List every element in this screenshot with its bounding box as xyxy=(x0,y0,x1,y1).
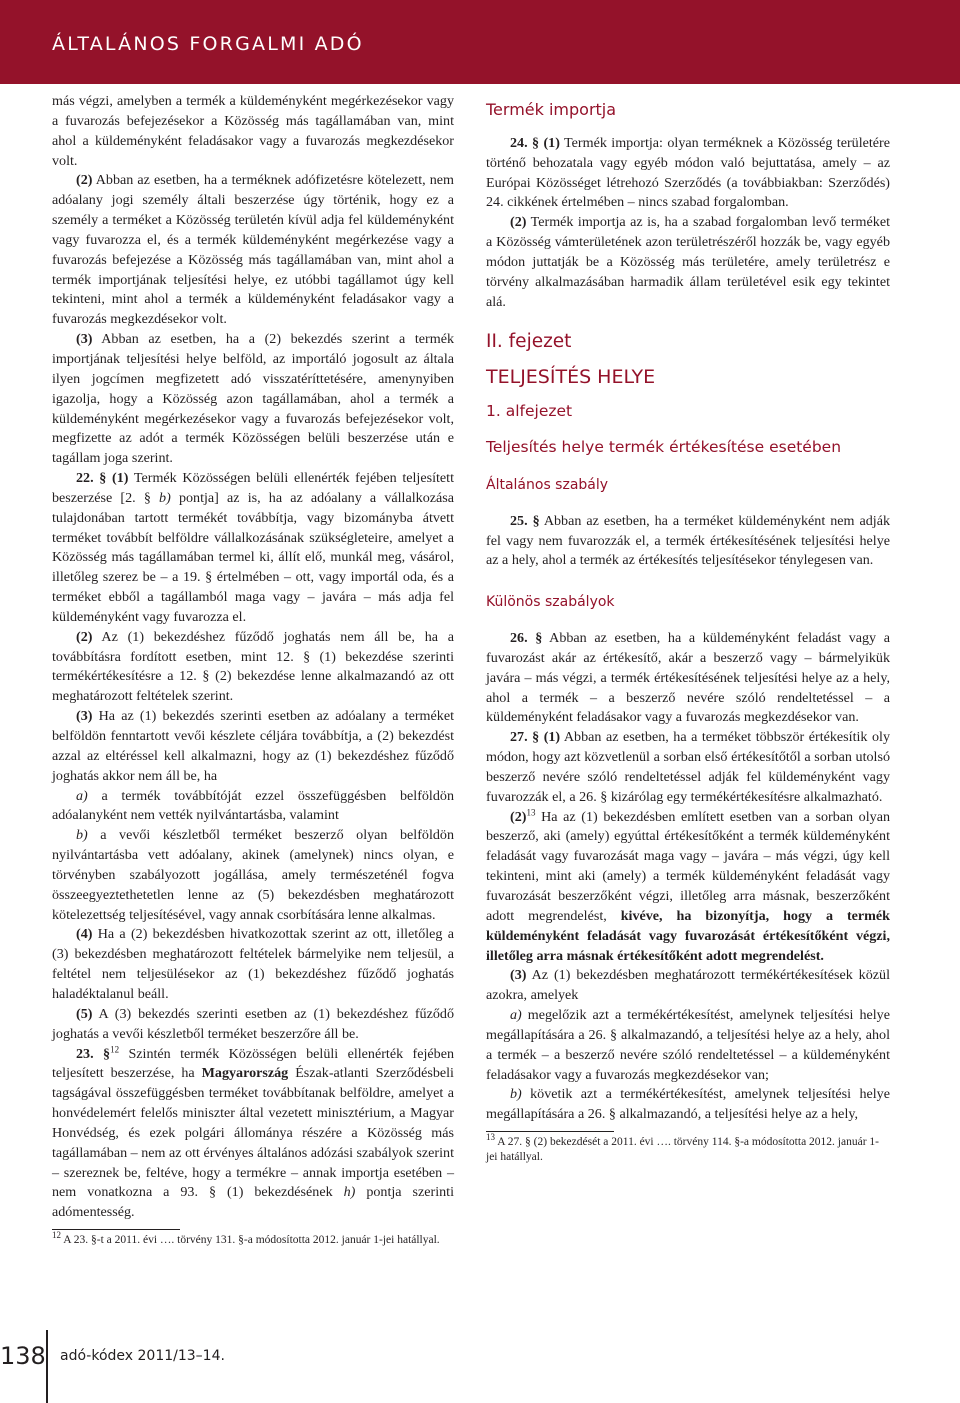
subchapter-heading: 1. alfejezet xyxy=(486,402,573,421)
footnote: $^{12}$ A 23. §-t a 2011. évi …. törvény 131. §-a módosította 2012. január 1-jei hatállyal. xyxy=(52,1230,440,1247)
paragraph: (3) Abban az esetben, ha a (2) bekezdés szerint a termék importjának teljesítési helye belföld, az importáló jogosult az általa ilyen jogcímen megfizetett adó visszatéríttetésére, amenynyiben igazolja, hogy a Közösség azon tagállamában, ahol a termék a küldeményként megérkezésekor vagy a fuvarozás befejezésekor volt, megfizette az adót a termék Közösségen belüli beszerzése után e tagállam joga szerint. xyxy=(52,331,454,467)
section-paragraph: 27. § (1) Abban az esetben, ha a terméket többször értékesítik oly módon, hogy azt közvetlenül a sorban első értékesítőtől a sorban utolsó beszerző nevére szóló rendeltetéssel adják fel küldeményként vagy fuvarozzák el, a 26. § kizárólag egy termékértékesítésre alkalmazható. xyxy=(486,729,890,805)
rule-heading: Különös szabályok xyxy=(486,594,615,611)
paragraph: (4) Ha a (2) bekezdésben hivatkozottak szerint az ott, illetőleg a (3) bekezdésben meghatározott feltételek bármelyike nem teljesül, a feltétel nem teljesülésekor az (1) bekezdéshez fűződő joghatás haladéktalanul beáll. xyxy=(52,926,454,1002)
footer-divider xyxy=(46,1330,48,1403)
section-number: 22. § (1) xyxy=(76,470,129,487)
subchapter-title: Teljesítés helye termék értékesítése esetében xyxy=(486,437,842,456)
section-paragraph: 23. §$^{12}$ Szintén termék Közösségen belüli ellenérték fejében teljesített beszerzése, ha Magyarország Észak-atlanti Szerződésbeli tagságával összefüggésben terméket továbbítanak belföldre, amelyet a honvédelemért felelős miniszter által vezetett minisztérium, a Magyar Honvédség, és ezek polgári állománya részére a Közösség más tagállamában – nem az ott érvényes általános adózási szabályok szerint – szereznek be, feltéve, hogy a termékre – annak importja esetében – nem vonatkozna a 93. § (1) bekezdésének h) pontja szerinti adómentesség. xyxy=(52,1043,455,1221)
running-title: ÁLTALÁNOS FORGALMI ADÓ xyxy=(52,33,364,55)
footnote-separator xyxy=(52,1229,180,1230)
page-header xyxy=(0,0,960,84)
footnote-ref: 12 xyxy=(110,1043,120,1054)
list-item: a) megelőzik azt a termékértékesítést, amelynek teljesítési helye megállapítására a 26. § alkalmazandó, a teljesítési helye az a hely, ahol a termék – a beszerző nevére szóló rendeltetéssel – a küldeményként feladásakor vagy a fuvarozás megkezdésekor van; xyxy=(486,1007,890,1083)
right-column xyxy=(486,100,890,1165)
section-number: 25. § xyxy=(510,512,540,529)
footnote-ref: 13 xyxy=(526,806,536,817)
paragraph: más végzi, amelyben a termék a küldeményként megérkezésekor vagy a fuvarozás befejezésekor a Közösség más tagállamában van, mint ahol a küldeményként feladásakor vagy a fuvarozás megkezdésekor volt. xyxy=(52,93,454,169)
paragraph: (2) Az (1) bekezdéshez fűződő joghatás nem áll be, ha a továbbításra fordított esetben, mint 12. § (1) bekezdése szerinti termékértékesítésre a 12. § (2) bekezdése lenne alkalmazandó az ott meghatározott feltételek szerint. xyxy=(52,628,454,705)
section-paragraph: 22. § (1) Termék Közösségen belüli ellenérték fejében teljesített beszerzése [2. § b) pontja] az is, ha az adóalany a vállalkozása tulajdonában tartott termékét továbbítja, vagy bizományba átvett terméket továbbít belföldre vállalkozásának szükségleteire, amelyet a Közösség más tagállamában termel ki, állít elő, munkál meg, vásárol, illetőleg szerez be – a 19. § értelmében – ott, vagy importál oda, és a terméket ebből a tagállamból maga vagy – javára – más adja fel küldeményként vagy fuvarozza el. xyxy=(52,470,454,625)
footnote: $^{13}$ A 27. § (2) bekezdését a 2011. évi …. törvény 114. §-a módosította 2012. január 1-jei hatállyal. xyxy=(486,1132,879,1164)
section-number: 27. § (1) xyxy=(510,729,561,746)
paragraph: (2) Termék importja az is, ha a szabad forgalomban levő terméket a Közösség vámterületének azon területrészéről hozzák be, vagy egyéb módon juttatják be a Közösség más területére, amely területrész e törvény alkalmazásában harmadik állam területével esik egy tekintet alá. xyxy=(486,214,890,310)
section-paragraph: 24. § (1) Termék importja: olyan terméknek a Közösség területére történő behozatala vagy egyéb módon való bejuttatása, amely – az Európai Közösséget létrehozó Szerződés (a továbbiakban: Szerződés) 24. cikkének értelmében – nincs szabad forgalomban. xyxy=(486,134,890,211)
paragraph: (3) Ha az (1) bekezdés szerinti esetben az adóalany a terméket belföldön fenntartott vevői készlete céljára továbbítja, a (2) bekezdést azzal az eltéréssel kell alkalmazni, hogy az (1) bekezdéshez fűződő joghatás akkor nem áll be, ha xyxy=(52,708,454,784)
list-item: b) a vevői készletből terméket beszerző olyan belföldön nyilvántartásba vett adóalany, akinek (amelynek) nincs olyan, e törvényben szabályozott jogállása, amely természeténél fogva összeegyeztethetetlen lenne az (5) bekezdésben meghatározott kötelezettség teljesítésével, vagy annak csorbítására lenne alkalmas. xyxy=(52,827,454,923)
list-item: b) követik azt a termékértékesítést, amelynek teljesítési helye megállapítására a 26. § alkalmazandó, a teljesítési helye az a hely, xyxy=(486,1086,890,1123)
section-number: 24. § (1) xyxy=(510,134,560,151)
page-number: 138 xyxy=(0,1342,46,1370)
chapter-heading: II. fejezet xyxy=(486,331,572,353)
footnote-separator xyxy=(486,1131,614,1132)
left-column xyxy=(52,92,454,1248)
paragraph: $(2)^{13}$ Ha az (1) bekezdésben említett esetben van a sorban olyan beszerző, aki (amely) egyúttal értékesítőként a termék küldeményként feladását vagy fuvarozását maga vagy – javára – más végzi, úgy kell tekinteni, mint aki (amely) a termék küldeményként feladását vagy fuvarozását beszerzőként végzi, illetőleg arra másnak, beszerzőként adott megrendelést, kivéve, ha bizonyítja, hogy a termék küldeményként feladását vagy fuvarozását értékesítőként végzi, illetőleg arra másnak értékesítőként adott megrendelést. xyxy=(486,806,890,964)
paragraph: (3) Az (1) bekezdésben meghatározott termékértékesítések közül azokra, amelyek xyxy=(486,967,890,1004)
publication-label: adó-kódex 2011/13–14. xyxy=(60,1348,225,1364)
rule-heading: Általános szabály xyxy=(486,476,609,493)
section-number: 23. § xyxy=(76,1045,111,1062)
section-number: 26. § xyxy=(510,630,543,647)
section-paragraph: 25. § Abban az esetben, ha a terméket küldeményként nem adják fel vagy nem fuvarozzák el, a termék értékesítésének teljesítési helye az a hely, ahol a termék az értékesítés teljesítésekor ténylegesen van. xyxy=(486,512,890,569)
chapter-title: TELJESÍTÉS HELYE xyxy=(486,366,656,389)
list-item: a) a termék továbbítóját ezzel összefüggésben belföldön adóalanyként nem vették nyilvántartásba, valamint xyxy=(52,787,454,824)
paragraph: (5) A (3) bekezdés szerinti esetben az (1) bekezdéshez fűződő joghatás a vevői készletből terméket beszerzőre áll be. xyxy=(52,1005,454,1042)
section-paragraph: 26. § Abban az esetben, ha a küldeményként feladást vagy a fuvarozást akár az értékesítő, akár a beszerző vagy – bármelyikük javára – más végzi, a termék értékesítésének teljesítési helye az a hely, ahol a termék – a beszerző nevére szóló rendeltetéssel – a küldeményként feladásakor vagy a fuvarozás megkezdésekor van. xyxy=(486,630,890,726)
paragraph: (2) Abban az esetben, ha a terméknek adófizetésre kötelezett, nem adóalany jogi személy általi beszerzése úgy történik, hogy ez a személy a terméket a Közösség területén kívül adja fel küldeményként vagy fuvarozza el, és a termék küldeményként megérkezése vagy a fuvarozás befejezése a Közösség más tagállamában van, mint ahol a termék importjának teljesítési helye, ez utóbbi tagállamot úgy kell tekinteni, mint ahol a termék a küldeményként feladásakor vagy a fuvarozás megkezdésekor volt. xyxy=(52,172,454,328)
section-heading: Termék importja xyxy=(486,100,617,119)
